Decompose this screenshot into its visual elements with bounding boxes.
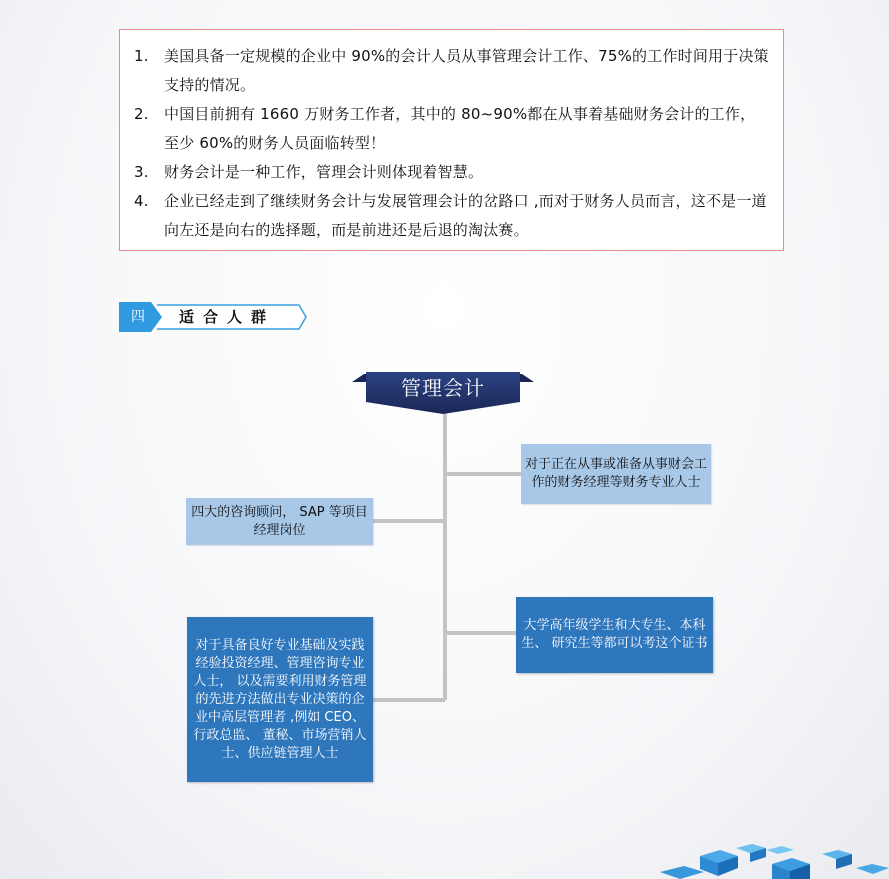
notice-text: 美国具备一定规模的企业中 90%的会计人员从事管理会计工作、75%的工作时间用于决策支持的情况。 [164, 47, 769, 94]
notice-number: 1. [134, 47, 149, 65]
root-label: 管理会计 [401, 376, 485, 400]
notice-text: 中国目前拥有 1660 万财务工作者，其中的 80~90%都在从事着基础财务会计的工作，至少 60%的财务人员面临转型！ [164, 105, 756, 152]
notice-number: 4. [134, 192, 149, 210]
branch-right-2: 大学高年级学生和大专生、本科生、 研究生等都可以考这个证书 [516, 597, 713, 673]
cube-decoration-icon [660, 838, 889, 879]
section-title: 适合人群 [179, 308, 276, 326]
notice-text: 企业已经走到了继续财务会计与发展管理会计的岔路口 ,而对于财务人员而言，这不是一道向左还是向右的选择题，而是前进还是后退的淘汰赛。 [164, 192, 767, 239]
branch-left-1: 四大的咨询顾问， SAP 等项目经理岗位 [186, 498, 373, 545]
notice-text: 财务会计是一种工作，管理会计则体现着智慧。 [164, 163, 484, 181]
section-number: 四 [131, 309, 145, 325]
branch-left-2: 对于具备良好专业基础及实践经验投资经理、管理咨询专业人士， 以及需要利用财务管理的先进方法做出专业决策的企业中高层管理者 ,例如 CEO、 行政总监、 董秘、市场营销人士、供应链管理人士 [187, 617, 373, 782]
root-node [352, 368, 534, 414]
notice-number: 3. [134, 163, 149, 181]
notice-number: 2. [134, 105, 149, 123]
branch-right-1: 对于正在从事或准备从事财会工作的财务经理等财务专业人士 [521, 444, 711, 504]
